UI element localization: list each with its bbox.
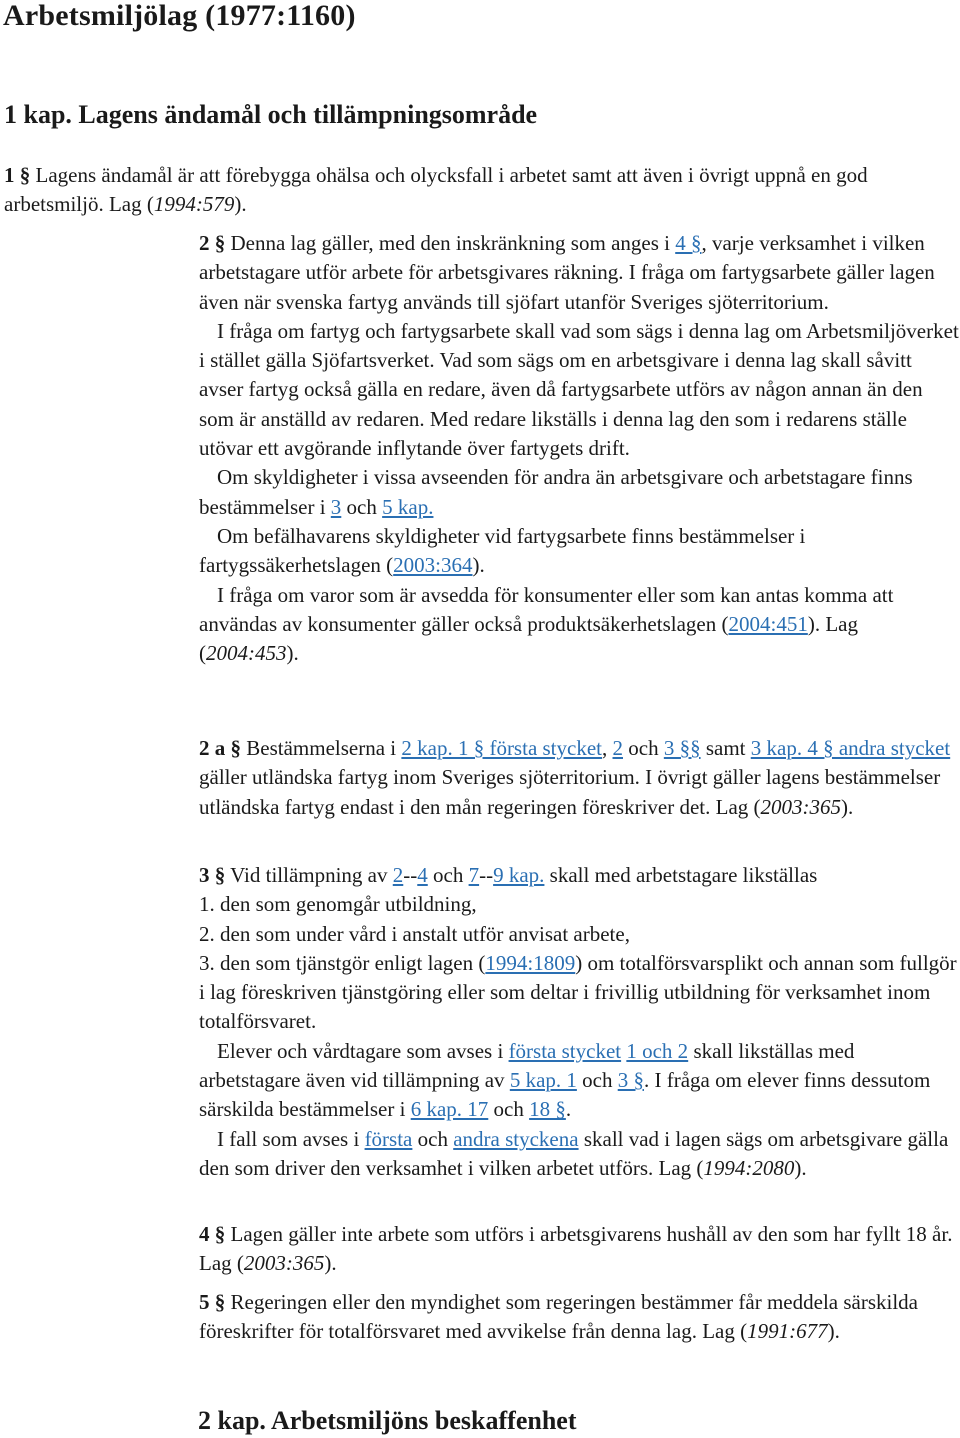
section-3: 3 § Vid tillämpning av 2--4 och 7--9 kap. skall med arbetstagare likställas 1. den som genomgår utbildning, 2. den som under vård i anstalt utför anvisat arbete, 3. den som tjänstgör enligt lagen (1994:1809) om totalförsvarsplikt och annan som fullgör i lag föreskriven tjänstgöring eller som deltar i frivillig utbildning för verksamhet inom totalförsvaret. Elever och vårdtagare som avses i första stycket 1 och 2 skall likställas med arbetstagare även vid tillämpning av 5 kap. 1 och 3 §. I fråga om elever finns dessutom särskilda bestämmelser i 6 kap. 17 och 18 §. I fall som avses i första och andra styckena skall vad i lagen sägs om arbetsgivare gälla den som driver den verksamhet i vilken arbetet utförs. Lag (1994:2080).: [199, 861, 959, 1183]
section-number: 3: [199, 863, 210, 887]
section-2-paragraph-4: Om befälhavarens skyldigheter vid fartygsarbete finns bestämmelser i fartygssäkerhetslagen (2003:364).: [199, 523, 806, 578]
section-sign: §: [19, 163, 31, 187]
section-sign: §: [214, 231, 226, 255]
link-2004-451[interactable]: 2004:451: [728, 611, 808, 636]
link-3-paragrafer[interactable]: 3 §§: [663, 736, 701, 760]
list-item: 1. den som genomgår utbildning,: [199, 892, 477, 917]
link-7-kap[interactable]: 7: [468, 863, 480, 887]
link-9-kap[interactable]: 9 kap.: [493, 863, 545, 887]
section-sign: §: [230, 736, 241, 760]
link-1994-1809[interactable]: 1994:1809: [485, 950, 576, 975]
section-number: 4: [199, 1222, 210, 1246]
link-andra-styckena[interactable]: andra styckena: [453, 1126, 579, 1151]
section-number: 5: [199, 1290, 210, 1314]
law-reference: 2003:365: [243, 1251, 325, 1276]
law-reference: 1991:677: [747, 1319, 828, 1344]
link-3-paragraf[interactable]: 3 §: [617, 1068, 644, 1093]
section-number: 2: [199, 231, 210, 255]
law-reference: 1994:579: [153, 192, 235, 217]
section-sign: §: [214, 1222, 226, 1246]
link-3-kap[interactable]: 3: [330, 494, 342, 519]
section-2-paragraph-3: Om skyldigheter i vissa avseenden för andra än arbetsgivare och arbetstagare finns bestämmelser i 3 och 5 kap.: [199, 465, 913, 519]
list-item: 3. den som tjänstgör enligt lagen (1994:1809) om totalförsvarsplikt och annan som fullgör i lag föreskriven tjänstgöring eller som deltar i frivillig utbildning för verksamhet inom totalförsvaret.: [199, 950, 957, 1034]
link-18-paragraf[interactable]: 18 §: [529, 1097, 566, 1122]
link-3-kap-4-andra-stycket[interactable]: 3 kap. 4 § andra stycket: [750, 736, 951, 760]
section-number: 1: [4, 163, 15, 187]
link-2003-364[interactable]: 2003:364: [393, 553, 473, 578]
section-3-paragraph-2: Elever och vårdtagare som avses i första stycket 1 och 2 skall likställas med arbetstagare även vid tillämpning av 5 kap. 1 och 3 §. I fråga om elever finns dessutom särskilda bestämmelser i 6 kap. 17 och 18 §.: [199, 1038, 931, 1122]
link-5-kap[interactable]: 5 kap.: [382, 494, 434, 519]
link-2-kap-1-forsta-stycket[interactable]: 2 kap. 1 § första stycket: [401, 736, 602, 760]
section-3-paragraph-3: I fall som avses i första och andra styckena skall vad i lagen sägs om arbetsgivare gälla den som driver den verksamhet i vilken arbetet utförs. Lag (1994:2080).: [199, 1126, 949, 1180]
law-reference: 2004:453: [206, 641, 287, 666]
section-sign: §: [214, 863, 226, 887]
link-2[interactable]: 2: [612, 736, 623, 760]
link-forsta[interactable]: första: [364, 1126, 413, 1151]
link-2-kap[interactable]: 2: [392, 863, 404, 887]
list-item: 2. den som under vård i anstalt utför anvisat arbete,: [199, 921, 630, 946]
law-reference: 1994:2080: [703, 1155, 795, 1180]
section-sign: §: [214, 1290, 226, 1314]
chapter-1-heading: 1 kap. Lagens ändamål och tillämpningsområde: [4, 100, 538, 129]
section-2-paragraph-5: I fråga om varor som är avsedda för konsumenter eller som kan antas komma att användas av konsumenter gäller också produktsäkerhetslagen (2004:451). Lag (2004:453).: [199, 582, 894, 666]
document-title: Arbetsmiljölag (1977:1160): [3, 0, 356, 32]
section-1: 1 § Lagens ändamål är att förebygga ohälsa och olycksfall i arbetet samt att även i övrigt uppnå en god arbetsmiljö. Lag (1994:579).: [4, 163, 868, 217]
section-number: 2 a: [199, 736, 226, 760]
link-1-och-2[interactable]: 1 och 2: [626, 1038, 689, 1063]
section-text: Lagens ändamål är att förebygga ohälsa och olycksfall i arbetet samt att även i övrigt uppnå en god arbetsmiljö. Lag (: [4, 163, 868, 217]
section-2: 2 § Denna lag gäller, med den inskränkning som anges i 4 §, varje verksamhet i vilken arbetstagare utför arbete för arbetsgivares räkning. I fråga om fartygsarbete gäller lagen även när svenska fartyg används till sjöfart utanför Sveriges sjöterritorium. I fråga om fartyg och fartygsarbete skall vad som sägs i denna lag om Arbetsmiljöverket i stället gälla Sjöfartsverket. Vad som sägs om en arbetsgivare i denna lag skall såvitt avser fartyg också gälla en redare, även då fartygsarbete utförs av någon annan än den som är anställd av redaren. Med redare likställs i denna lag den som i redarens ställe utövar ett avgörande inflytande över fartygets drift. Om skyldigheter i vissa avseenden för andra än arbetsgivare och arbetstagare finns bestämmelser i 3 och 5 kap. Om befälhavarens skyldigheter vid fartygsarbete finns bestämmelser i fartygssäkerhetslagen (2003:364). I fråga om varor som är avsedda för konsumenter eller som kan antas komma att användas av konsumenter gäller också produktsäkerhetslagen (2004:451). Lag (2004:453).: [199, 229, 959, 668]
section-5: 5 § Regeringen eller den myndighet som regeringen bestämmer får meddela särskilda föreskrifter för totalförsvaret med avvikelse från denna lag. Lag (1991:677).: [199, 1290, 919, 1344]
section-4: 4 § Lagen gäller inte arbete som utförs i arbetsgivarens hushåll av den som har fyllt 18 år. Lag (2003:365).: [199, 1222, 953, 1276]
link-forsta-stycket[interactable]: första stycket: [508, 1038, 622, 1063]
link-4-kap[interactable]: 4: [417, 863, 428, 887]
section-2a: 2 a § Bestämmelserna i 2 kap. 1 § första stycket, 2 och 3 §§ samt 3 kap. 4 § andra stycket gäller utländska fartyg inom Sveriges sjöterritorium. I övrigt gäller lagens bestämmelser utländska fartyg endast i den mån regeringen föreskriver det. Lag (2003:365).: [199, 736, 951, 819]
link-6-kap-17[interactable]: 6 kap. 17: [410, 1097, 489, 1122]
section-2-paragraph-2: I fråga om fartyg och fartygsarbete skall vad som sägs i denna lag om Arbetsmiljöverket i stället gälla Sjöfartsverket. Vad som sägs om en arbetsgivare i denna lag skall såvitt avser fartyg också gälla en redare, även då fartygsarbete utförs av någon annan än den som är anställd av redaren. Med redare likställs i denna lag den som i redarens ställe utövar ett avgörande inflytande över fartygets drift.: [199, 318, 959, 461]
law-reference: 2003:365: [760, 794, 842, 819]
chapter-2-heading: 2 kap. Arbetsmiljöns beskaffenhet: [198, 1406, 577, 1435]
link-4-paragraf[interactable]: 4 §: [675, 231, 702, 255]
link-5-kap-1[interactable]: 5 kap. 1: [509, 1068, 577, 1093]
